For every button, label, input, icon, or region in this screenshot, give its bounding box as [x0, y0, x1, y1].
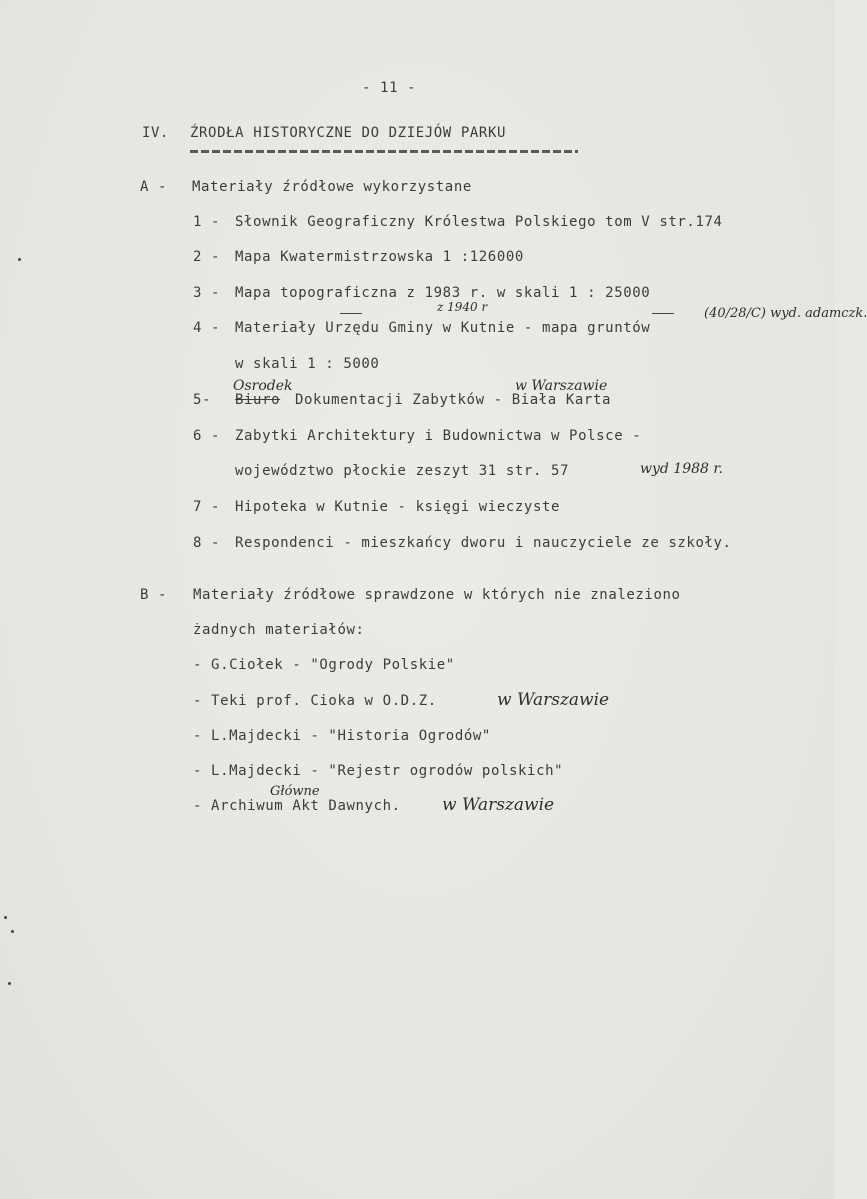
heading-title: ŹRODŁA HISTORYCZNE DO DZIEJÓW PARKU — [190, 125, 507, 141]
section-a-marker: A - — [140, 179, 168, 195]
list-item-text: Dokumentacji Zabytków - Biała Karta — [295, 392, 612, 408]
list-item-number: 7 - — [193, 499, 221, 515]
list-item-text: Materiały Urzędu Gminy w Kutnie - mapa gruntów — [235, 320, 651, 336]
list-item-text: Mapa Kwatermistrzowska 1 :126000 — [235, 249, 524, 265]
handwritten-note: w Warszawie — [442, 795, 555, 815]
heading-underline — [190, 150, 578, 153]
list-item-text: Hipoteka w Kutnie - księgi wieczyste — [235, 499, 561, 515]
list-item-number: 4 - — [193, 320, 221, 336]
list-item-number: 3 - — [193, 285, 221, 301]
list-item-text: - L.Majdecki - "Historia Ogrodów" — [193, 728, 491, 744]
list-item-text: Zabytki Architektury i Budownictwa w Polsce - — [235, 428, 642, 444]
list-item-text: Słownik Geograficzny Królestwa Polskiego tom V str.174 — [235, 214, 723, 230]
section-a-title: Materiały źródłowe wykorzystane — [192, 179, 472, 195]
list-item-number: 2 - — [193, 249, 221, 265]
handwritten-note: (40/28/C) wyd. adamczk. — [704, 306, 867, 321]
margin-speck — [11, 930, 14, 933]
list-item-text: Respondenci - mieszkańcy dworu i nauczyciele ze szkoły. — [235, 535, 732, 551]
page-number: - 11 - — [362, 80, 417, 96]
list-item-number: 8 - — [193, 535, 221, 551]
list-item-text: - L.Majdecki - "Rejestr ogrodów polskich" — [193, 763, 564, 779]
handwritten-note: z 1940 r — [437, 300, 488, 314]
list-item-number: 5- — [193, 392, 212, 408]
margin-speck — [4, 916, 7, 919]
list-item-number: 6 - — [193, 428, 221, 444]
margin-mark — [652, 313, 674, 314]
section-b-title: Materiały źródłowe sprawdzone w których nie znaleziono — [193, 587, 681, 603]
margin-mark — [340, 313, 362, 314]
margin-speck — [8, 982, 11, 985]
list-item-text: Mapa topograficzna z 1983 r. w skali 1 : 25000 — [235, 285, 651, 301]
handwritten-note: wyd 1988 r. — [640, 461, 723, 477]
margin-speck — [18, 258, 21, 261]
handwritten-correction: Osrodek — [233, 378, 293, 394]
handwritten-note: w Warszawie — [515, 378, 608, 394]
list-item-continuation: województwo płockie zeszyt 31 str. 57 — [235, 463, 570, 479]
section-b-marker: B - — [140, 587, 168, 603]
handwritten-note: w Warszawie — [497, 690, 610, 710]
list-item-text: - Archiwum Akt Dawnych. — [193, 798, 401, 814]
list-item-text: - G.Ciołek - "Ogrody Polskie" — [193, 657, 455, 673]
section-b-title-cont: żadnych materiałów: — [193, 622, 365, 638]
heading-numeral: IV. — [142, 125, 170, 141]
list-item-text: - Teki prof. Cioka w O.D.Z. — [193, 693, 437, 709]
struck-word: Biuro — [235, 392, 281, 408]
list-item-number: 1 - — [193, 214, 221, 230]
handwritten-correction: Główne — [270, 784, 320, 799]
list-item-continuation: w skali 1 : 5000 — [235, 356, 380, 372]
